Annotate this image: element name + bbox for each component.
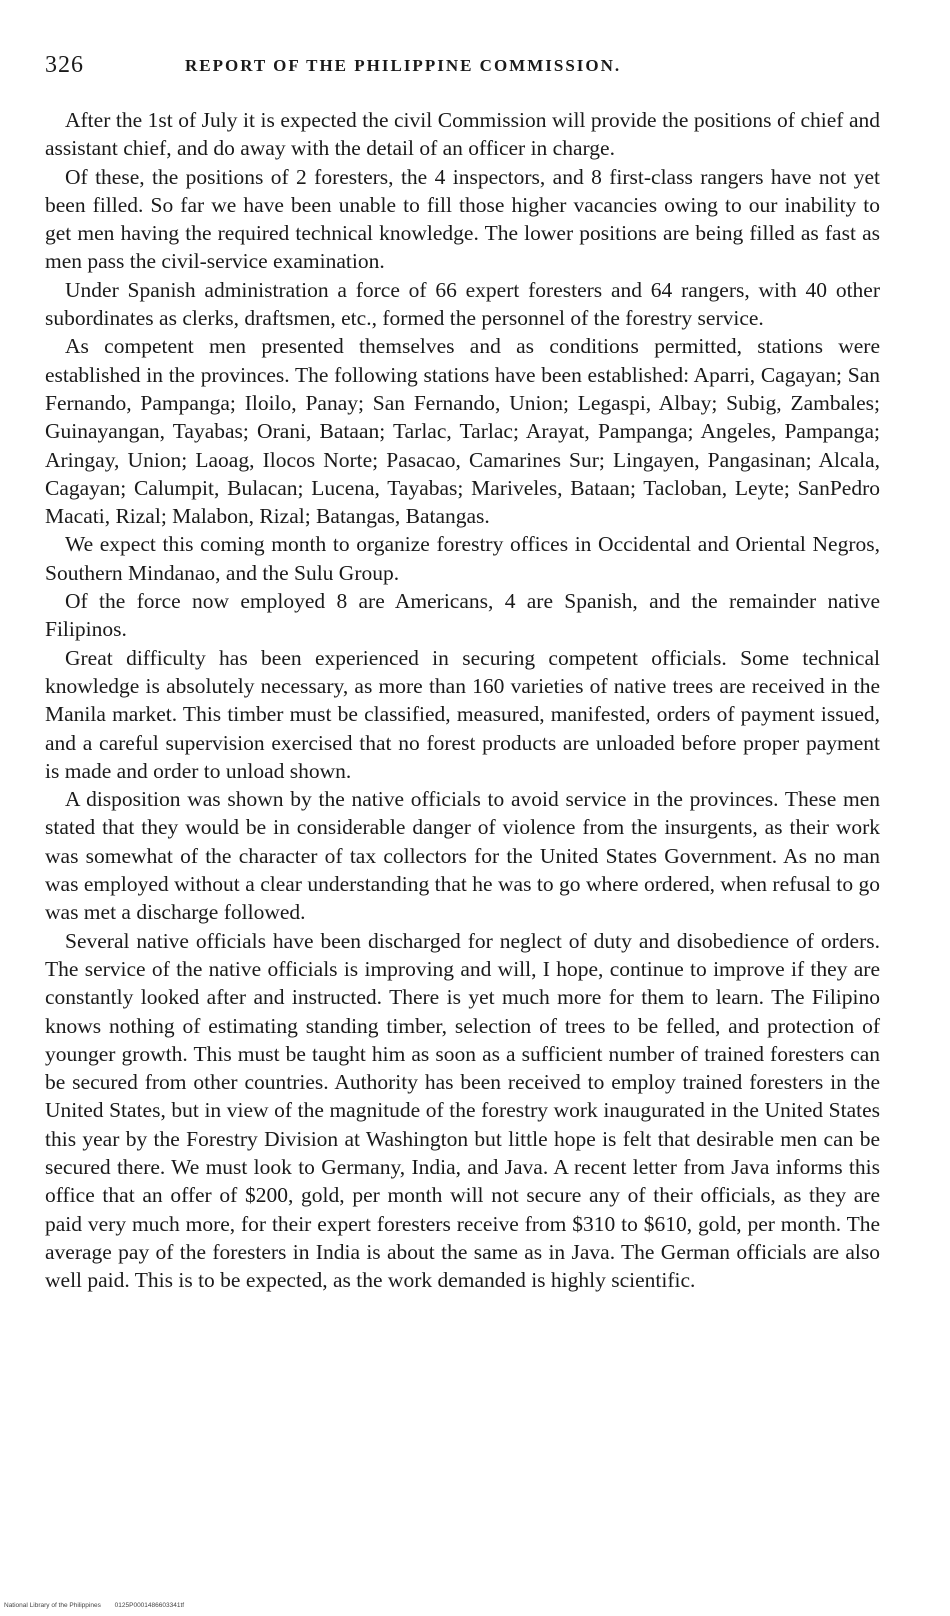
paragraph: Several native officials have been discharged for neglect of duty and disobedience of orders. The service of the native officials is improving and will, I hope, continue to improve if they are constantly looked after and instructed. There is yet much more for them to learn. The Filipino knows nothing of estimating standing timber, selection of trees to be felled, and protection of younger growth. This must be taught him as soon as a sufficient number of trained foresters can be secured from other countries. Authority has been received to employ trained foresters in the United States, but in view of the magnitude of the forestry work inaugurated in the United States this year by the Forestry Division at Washington but little hope is felt that desirable men can be secured there. We must look to Germany, India, and Java. A recent letter from Java informs this office that an offer of $200, gold, per month will not secure any of their officials, as they are paid very much more, for their expert foresters receive from $310 to $610, gold, per month. The average pay of the foresters in India is about the same as in Java. The German officials are also well paid. This is to be expected, as the work demanded is highly scientific. [45, 928, 880, 1293]
scan-footer [4, 1602, 184, 1609]
paragraph: After the 1st of July it is expected the civil Commission will provide the positions of chief and assistant chief, and do away with the detail of an officer in charge. [45, 108, 880, 161]
document-page [45, 52, 880, 1294]
paragraph: Under Spanish administration a force of 66 expert foresters and 64 rangers, with 40 other subordinates as clerks, draftsmen, etc., formed the personnel of the forestry service. [45, 277, 880, 331]
paragraph: Of the force now employed 8 are Americans, 4 are Spanish, and the remainder native Filipinos. [45, 589, 880, 642]
body-text [45, 106, 880, 1294]
paragraph: Great difficulty has been experienced in securing competent officials. Some technical knowledge is absolutely necessary, as more than 160 varieties of native trees are received in the Manila market. This timber must be classified, measured, manifested, orders of payment issued, and a careful supervision exercised that no forest products are unloaded before proper payment is made and order to unload shown. [45, 645, 880, 783]
paragraph: Of these, the positions of 2 foresters, the 4 inspectors, and 8 first-class rangers have not yet been filled. So far we have been unable to fill those higher vacancies owing to our inability to get men having the required technical knowledge. The lower positions are being filled as fast as men pass the civil-service examination. [45, 164, 880, 274]
paragraph: A disposition was shown by the native officials to avoid service in the provinces. These men stated that they would be in considerable danger of violence from the insurgents, as their work was somewhat of the character of tax collectors for the United States Government. As no man was employed without a clear understanding that he was to go where ordered, when refusal to go was met a discharge followed. [45, 787, 880, 925]
page-header [45, 52, 880, 86]
page-number: 326 [45, 52, 84, 78]
library-credit: National Library of the Philippines [4, 1602, 101, 1609]
running-title: REPORT OF THE PHILIPPINE COMMISSION. [185, 56, 622, 75]
paragraph: As competent men presented themselves and as conditions permitted, stations were established in the provinces. The following stations have been established: Aparri, Cagayan; San Fernando, Pampanga; Iloilo, Panay; San Fernando, Union; Legaspi, Albay; Subig, Zambales; Guinayangan, Tayabas; Orani, Bataan; Tarlac, Tarlac; Arayat, Pampanga; Angeles, Pampanga; Aringay, Union; Laoag, Ilocos Norte; Pasacao, Camarines Sur; Lingayen, Pangasinan; Alcala, Cagayan; Calumpit, Bulacan; Lucena, Tayabas; Mariveles, Bataan; Tacloban, Leyte; SanPedro Macati, Rizal; Malabon, Rizal; Batangas, Batangas. [45, 334, 880, 529]
scan-identifier: 0125P0001486603341tf [114, 1602, 185, 1609]
paragraph: We expect this coming month to organize forestry offices in Occidental and Oriental Negros, Southern Mindanao, and the Sulu Group. [45, 532, 880, 585]
